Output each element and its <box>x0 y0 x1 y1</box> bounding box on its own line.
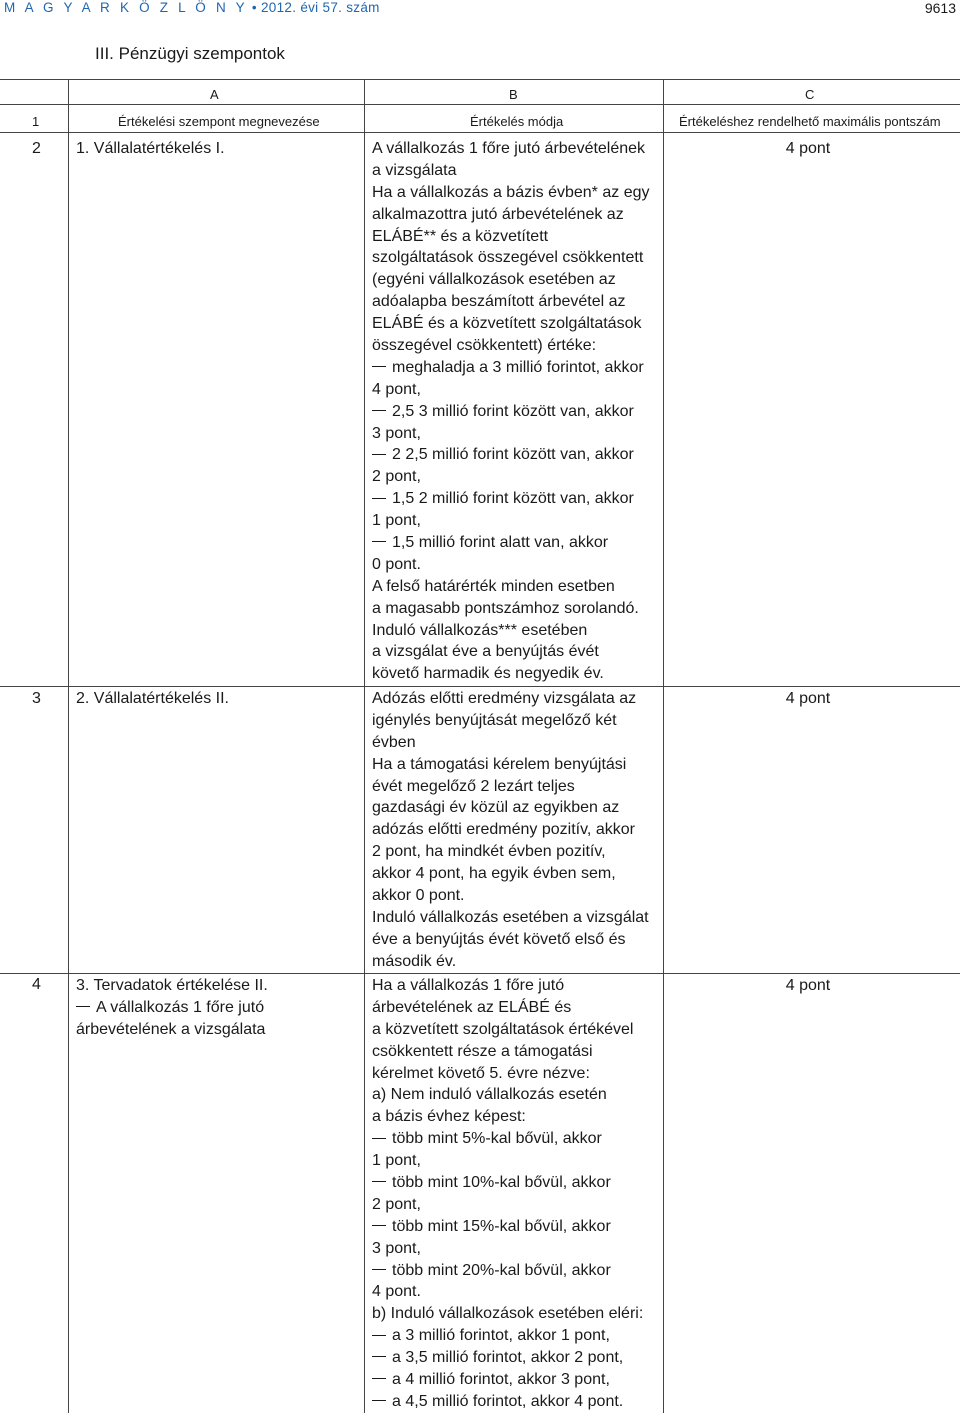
method-line-text: Ha a támogatási kérelem benyújtási <box>372 755 627 773</box>
method-line-text: 3 pont, <box>372 424 421 442</box>
header-label-c: Értékeléshez rendelhető maximális pontszám <box>679 114 941 129</box>
page-number: 9613 <box>924 0 956 16</box>
method-line-text: Induló vállalkozás*** esetében <box>372 621 588 639</box>
criterion-line: 3. Tervadatok értékelése II. <box>76 977 268 994</box>
method-line <box>372 710 649 732</box>
method-line-text: szolgáltatások összegével csökkentett <box>372 249 644 267</box>
method-line <box>372 204 650 226</box>
method-line <box>372 1128 643 1150</box>
method-line <box>372 466 650 488</box>
method-line <box>372 598 650 620</box>
table-column-divider <box>68 79 69 1413</box>
method-line <box>372 1325 643 1347</box>
method-line-text: a magasabb pontszámhoz sorolandó. <box>372 599 639 617</box>
column-letter-c: C <box>805 87 815 102</box>
method-line <box>372 1391 643 1413</box>
method-line-text: árbevételének az ELÁBÉ és <box>372 998 572 1016</box>
method-line <box>372 1369 643 1391</box>
method-line <box>372 182 650 204</box>
method-line <box>372 357 650 379</box>
method-line <box>372 1303 643 1325</box>
method-line <box>372 510 650 532</box>
method-line <box>372 160 650 182</box>
table-column-divider <box>364 79 365 1413</box>
criterion-line: 2. Vállalatértékelés II. <box>76 690 229 707</box>
criterion-name <box>76 688 229 710</box>
method-line <box>372 1172 643 1194</box>
method-line <box>372 1063 643 1085</box>
method-line <box>372 1260 643 1282</box>
method-line-text: 3 pont, <box>372 1239 421 1257</box>
method-line <box>372 488 650 510</box>
method-line <box>372 841 649 863</box>
method-line-text: A felső határérték minden esetben <box>372 577 615 595</box>
method-line-text: akkor 0 pont. <box>372 887 465 905</box>
dash-mark <box>372 498 386 499</box>
row-number: 3 <box>32 690 41 707</box>
max-points: 4 pont <box>785 977 831 994</box>
issue-info: 2012. évi 57. szám <box>260 0 380 15</box>
dash-mark <box>372 1378 386 1379</box>
method-line-text: Adózás előtti eredmény vizsgálata az <box>372 690 637 707</box>
method-line <box>372 247 650 269</box>
evaluation-method <box>372 138 650 685</box>
criterion-name <box>76 975 268 1041</box>
method-line-text: (egyéni vállalkozások esetében az <box>372 271 616 289</box>
method-line-text: több mint 10%-kal bővül, akkor <box>392 1174 611 1192</box>
table-line <box>0 79 960 80</box>
dash-mark <box>372 1138 386 1139</box>
dash-mark <box>372 410 386 411</box>
max-points: 4 pont <box>785 140 831 157</box>
method-line <box>372 444 650 466</box>
dash-mark <box>372 1181 386 1182</box>
method-line-text: Ha a vállalkozás 1 főre jutó <box>372 977 565 994</box>
method-line <box>372 732 649 754</box>
evaluation-method <box>372 975 643 1413</box>
evaluation-method <box>372 688 649 973</box>
max-points: 4 pont <box>785 690 831 707</box>
method-line-text: 2 pont, <box>372 1195 421 1213</box>
method-line <box>372 1150 643 1172</box>
method-line-text: csökkentett része a támogatási <box>372 1042 593 1060</box>
method-line-text: évét megelőző 2 lezárt teljes <box>372 777 575 795</box>
method-line <box>372 1281 643 1303</box>
method-line-text: 4 pont. <box>372 1283 421 1301</box>
method-line <box>372 907 649 929</box>
page-header <box>0 0 960 22</box>
method-line <box>372 641 650 663</box>
method-line <box>372 1194 643 1216</box>
method-line-text: b) Induló vállalkozások esetében eléri: <box>372 1305 644 1323</box>
method-line-text: ELÁBÉ** és a közvetített <box>372 227 549 245</box>
method-line-text: 1,5 2 millió forint között van, akkor <box>392 490 634 508</box>
method-line-text: a bázis évhez képest: <box>372 1108 526 1126</box>
method-line-text: ELÁBÉ és a közvetített szolgáltatások <box>372 315 642 333</box>
method-line-text: alkalmazottra jutó árbevételének az <box>372 205 624 223</box>
method-line-text: a) Nem induló vállalkozás esetén <box>372 1086 607 1104</box>
method-line <box>372 1019 643 1041</box>
method-line-text: összegével csökkentett) értéke: <box>372 337 597 355</box>
journal-header <box>4 0 380 15</box>
method-line <box>372 401 650 423</box>
method-line-text: a vizsgálata <box>372 161 457 179</box>
method-line-text: akkor 4 pont, ha egyik évben sem, <box>372 865 616 883</box>
method-line <box>372 688 649 710</box>
method-line-text: 2,5 3 millió forint között van, akkor <box>392 402 634 420</box>
method-line-text: 0 pont. <box>372 555 421 573</box>
method-line <box>372 1216 643 1238</box>
dash-mark <box>76 1006 90 1007</box>
method-line <box>372 532 650 554</box>
dash-mark <box>372 1356 386 1357</box>
dash-mark <box>372 1400 386 1401</box>
method-line-text: több mint 5%-kal bővül, akkor <box>392 1130 602 1148</box>
method-line <box>372 313 650 335</box>
method-line-text: gazdasági év közül az egyikben az <box>372 799 620 817</box>
method-line <box>372 1347 643 1369</box>
method-line <box>372 379 650 401</box>
method-line-text: 1,5 millió forint alatt van, akkor <box>392 534 609 552</box>
method-line <box>372 335 650 357</box>
method-line <box>372 951 649 973</box>
method-line-text: igénylés benyújtását megelőző két <box>372 711 617 729</box>
dash-mark <box>372 1225 386 1226</box>
criterion-line: 1. Vállalatértékelés I. <box>76 140 225 157</box>
table-column-divider <box>663 79 664 1413</box>
table-line <box>0 104 960 105</box>
row-number: 4 <box>32 976 41 993</box>
method-line <box>372 1041 643 1063</box>
method-line <box>372 226 650 248</box>
method-line <box>372 138 650 160</box>
criterion-line: árbevételének a vizsgálata <box>76 1020 266 1038</box>
header-label-a: Értékelési szempont megnevezése <box>118 114 320 129</box>
criterion-name <box>76 138 225 160</box>
dash-mark <box>372 454 386 455</box>
dash-mark <box>372 366 386 367</box>
header-label-b: Értékelés módja <box>470 114 564 129</box>
row-number: 2 <box>32 140 41 157</box>
method-line-text: a 3,5 millió forintot, akkor 2 pont, <box>392 1349 624 1367</box>
table-line <box>0 973 960 974</box>
dash-mark <box>372 541 386 542</box>
method-line-text: a 4,5 millió forintot, akkor 4 pont. <box>392 1392 624 1410</box>
method-line-text: 4 pont, <box>372 380 421 398</box>
method-line-text: A vállalkozás 1 főre jutó árbevételének <box>372 140 646 157</box>
method-line-text: Induló vállalkozás esetében a vizsgálat <box>372 908 649 926</box>
method-line-text: meghaladja a 3 millió forintot, akkor <box>392 358 644 376</box>
header-bullet: • <box>251 0 257 15</box>
method-line <box>372 554 650 576</box>
method-line-text: második év. <box>372 952 457 970</box>
method-line <box>372 1238 643 1260</box>
method-line <box>372 885 649 907</box>
method-line <box>372 863 649 885</box>
method-line <box>372 620 650 642</box>
dash-mark <box>372 1269 386 1270</box>
criterion-line-text: A vállalkozás 1 főre jutó <box>96 998 265 1016</box>
method-line-text: évben <box>372 733 416 751</box>
method-line <box>372 797 649 819</box>
table-line <box>0 132 960 133</box>
method-line-text: 2 pont, ha mindkét évben pozitív, <box>372 843 606 861</box>
method-line <box>372 754 649 776</box>
method-line-text: adóalapba beszámított árbevétel az <box>372 293 626 311</box>
section-title: III. Pénzügyi szempontok <box>95 44 285 63</box>
method-line-text: 1 pont, <box>372 512 421 530</box>
method-line <box>372 269 650 291</box>
method-line <box>372 997 643 1019</box>
method-line-text: 1 pont, <box>372 1152 421 1170</box>
method-line-text: a vizsgálat éve a benyújtás évét <box>372 643 599 661</box>
method-line-text: a 3 millió forintot, akkor 1 pont, <box>392 1327 610 1345</box>
method-line-text: 2 pont, <box>372 468 421 486</box>
method-line-text: a közvetített szolgáltatások értékével <box>372 1020 634 1038</box>
journal-name: M A G Y A R K Ö Z L Ö N Y <box>4 0 248 15</box>
method-line-text: Ha a vállalkozás a bázis évben* az egy <box>372 183 650 201</box>
table-line <box>0 686 960 687</box>
method-line <box>372 1106 643 1128</box>
method-line <box>372 663 650 685</box>
method-line-text: követő harmadik és negyedik év. <box>372 665 604 683</box>
evaluation-table <box>0 79 960 1413</box>
criterion-line <box>76 997 268 1019</box>
method-line-text: 2 2,5 millió forint között van, akkor <box>392 446 634 464</box>
method-line <box>372 819 649 841</box>
method-line-text: a 4 millió forintot, akkor 3 pont, <box>392 1371 610 1389</box>
header-row-number: 1 <box>32 114 40 129</box>
method-line <box>372 576 650 598</box>
method-line-text: több mint 15%-kal bővül, akkor <box>392 1217 611 1235</box>
method-line <box>372 929 649 951</box>
method-line <box>372 1084 643 1106</box>
method-line-text: éve a benyújtás évét követő első és <box>372 930 626 948</box>
method-line-text: több mint 20%-kal bővül, akkor <box>392 1261 611 1279</box>
column-letter-b: B <box>509 87 518 102</box>
method-line <box>372 776 649 798</box>
method-line-text: adózás előtti eredmény pozitív, akkor <box>372 821 635 839</box>
dash-mark <box>372 1335 386 1336</box>
method-line-text: kérelmet követő 5. évre nézve: <box>372 1064 590 1082</box>
method-line <box>372 291 650 313</box>
method-line <box>372 423 650 445</box>
method-line <box>372 975 643 997</box>
column-letter-a: A <box>210 87 219 102</box>
